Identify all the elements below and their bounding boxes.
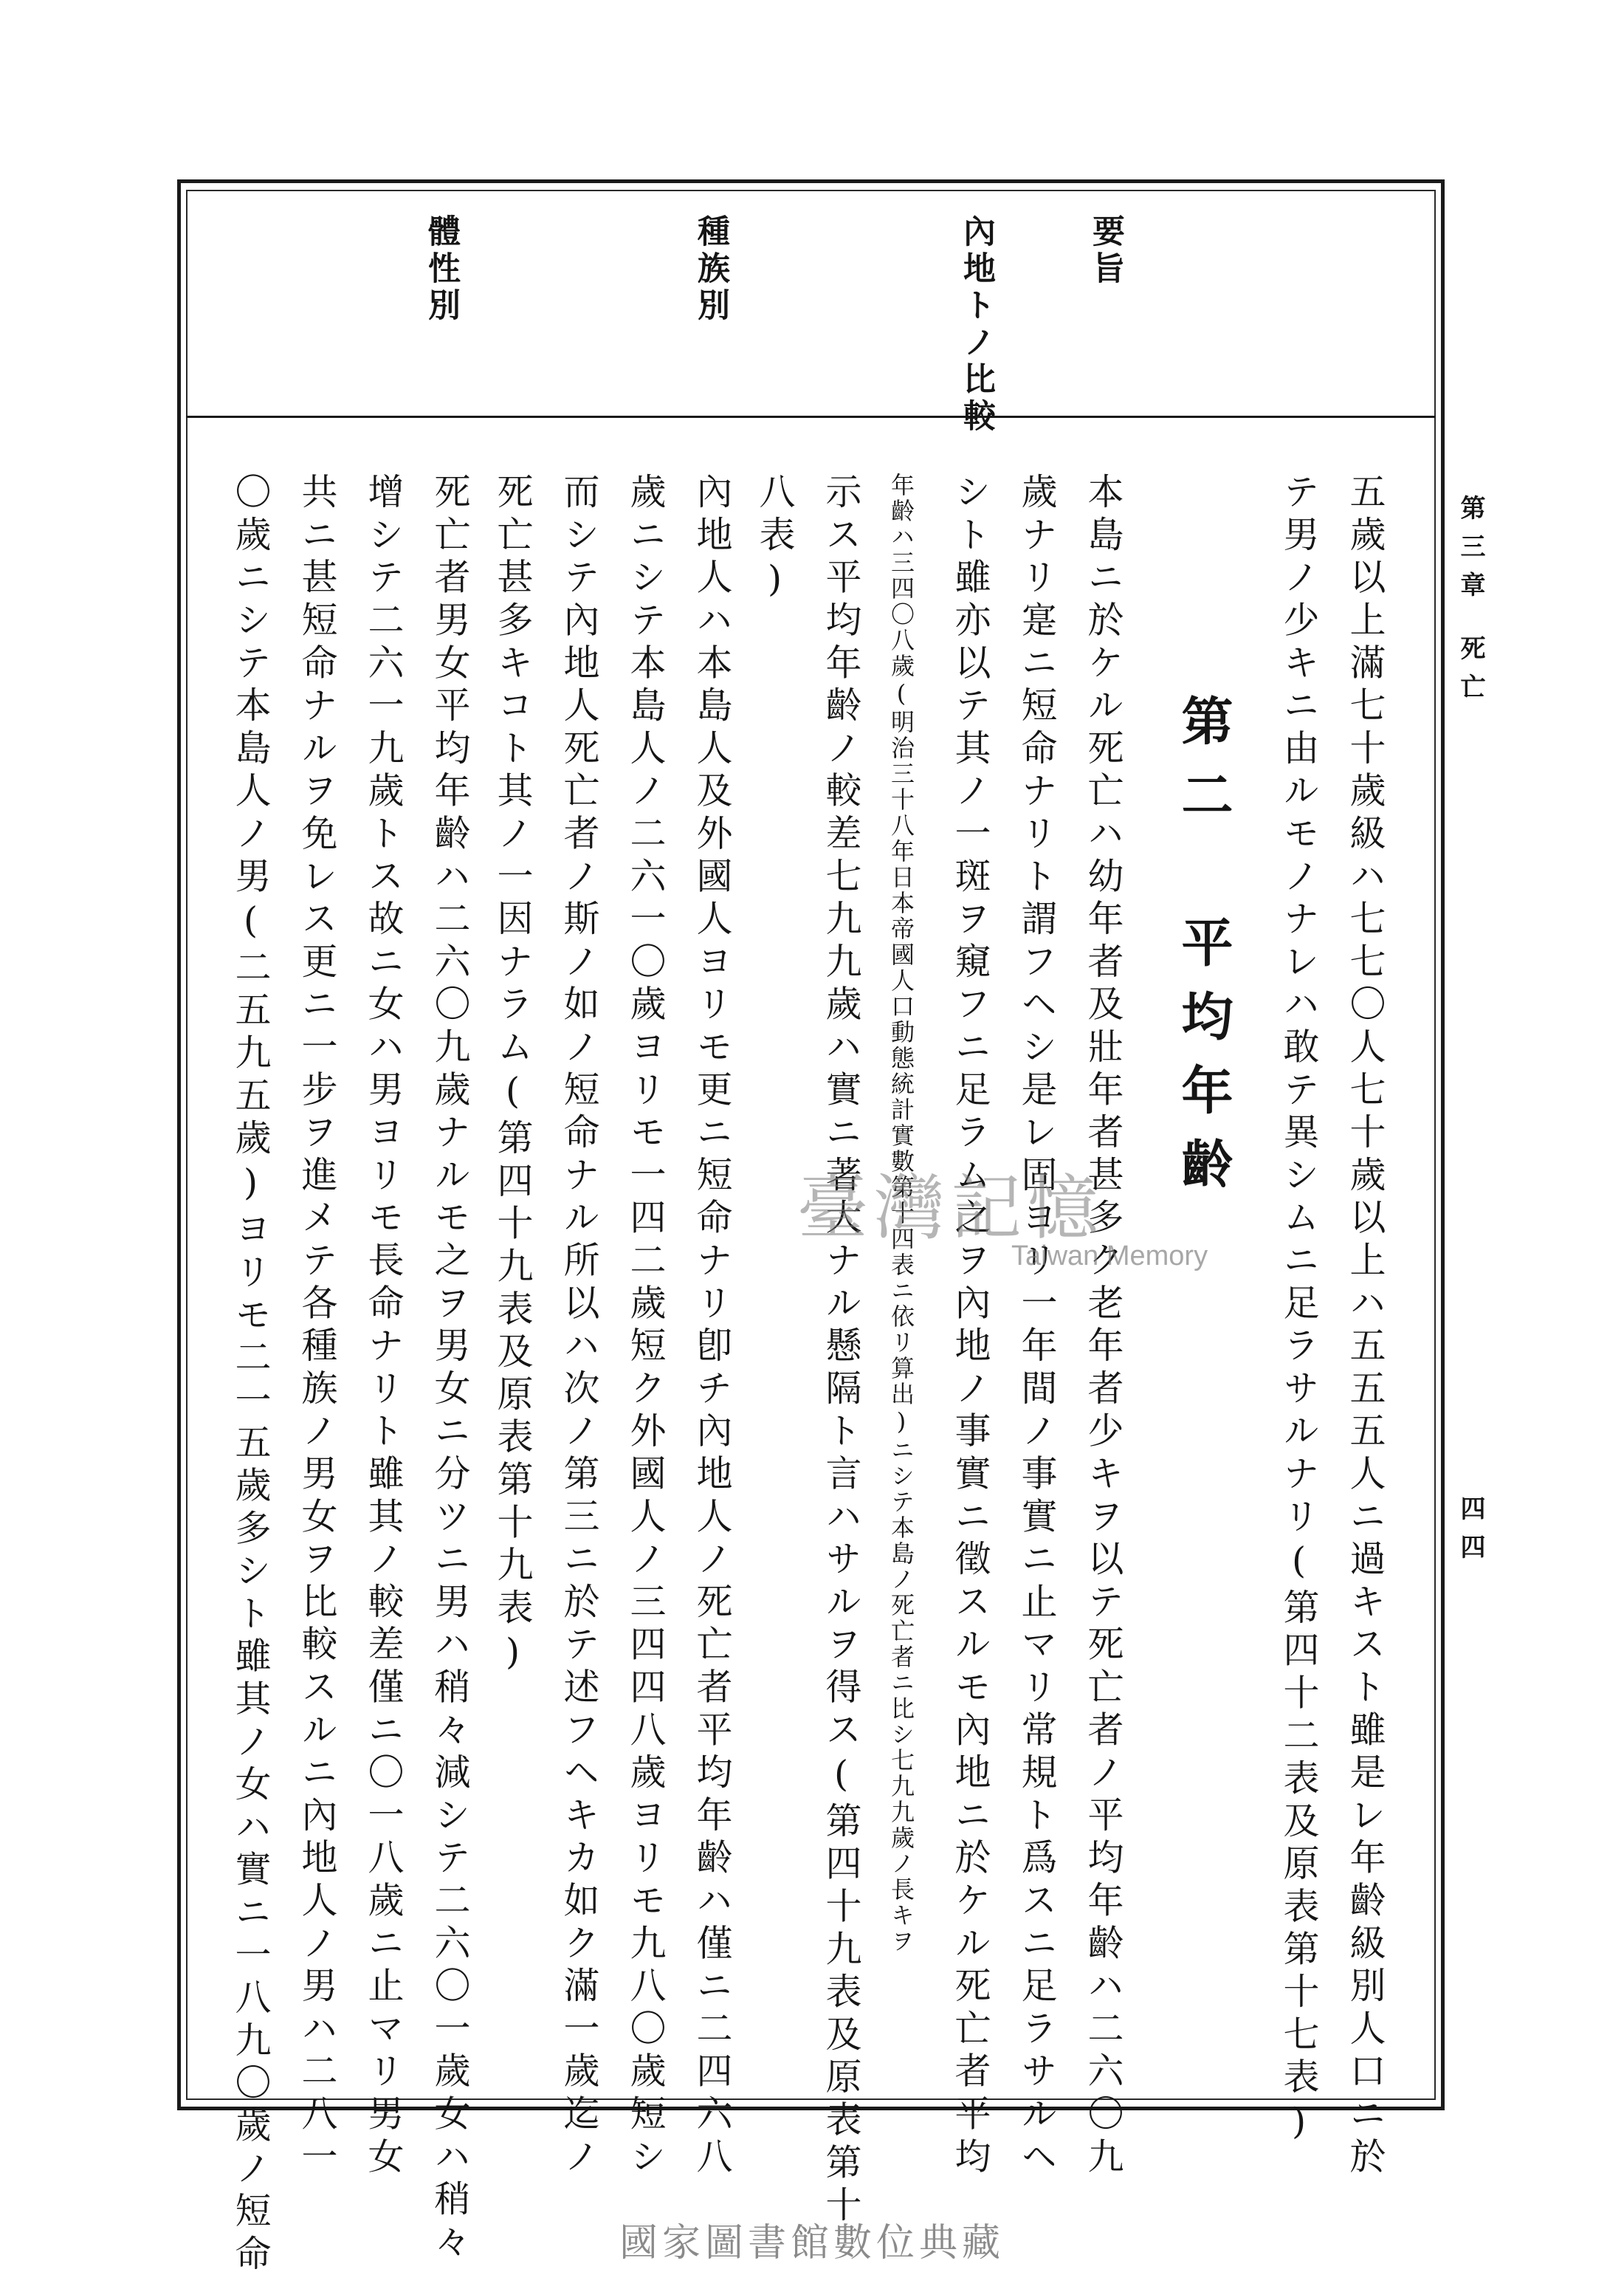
watermark-logo: 臺灣記憶: [797, 1167, 1104, 1249]
margin-divider: [186, 416, 1436, 418]
body-column: 歲ニシテ本島人ノ二六一〇歲ヨリモ一四二歲短ク外國人ノ三四四八歲ヨリモ九八〇歲短シ: [625, 473, 667, 2180]
body-column: 共ニ甚短命ナルヲ免レス更ニ一步ヲ進メテ各種族ノ男女ヲ比較スルニ內地人ノ男ハ二八一: [296, 473, 338, 2180]
body-column: テ男ノ少キニ由ルモノナレハ敢テ異シムニ足ラサルナリ(第四十二表及原表第十七表): [1278, 473, 1320, 2149]
watermark-text: Taiwan Memory: [1011, 1240, 1208, 1272]
body-column: 增シテ二六一九歲トス故ニ女ハ男ヨリモ長命ナリト雖其ノ較差僅ニ〇一八歲ニ止マリ男女: [362, 473, 405, 2180]
body-column: 死亡者男女平均年齡ハ二六〇九歲ナルモ之ヲ男女ニ分ツニ男ハ稍々減シテ二六〇一歲女ハ稍々: [429, 473, 471, 2265]
body-column: シト雖亦以テ其ノ一斑ヲ窺フニ足ラム之ヲ內地ノ事實ニ徵スルモ內地ニ於ケル死亡者平均: [949, 473, 991, 2180]
side-label-by-ethnicity: 種族別: [692, 214, 729, 325]
section-heading: 第二 平均年齡: [1173, 694, 1234, 1211]
body-column: 五歲以上滿七十歲級ハ七七〇人七十歲以上ハ五五五人ニ過キスト雖是レ年齡級別人口ニ於: [1344, 473, 1386, 2180]
body-column: 八表): [754, 473, 796, 607]
body-column: 而シテ內地人死亡者ノ斯ノ如ノ短命ナル所以ハ次ノ第三ニ於テ述フヘキカ如ク滿一歲迄ノ: [558, 473, 600, 2180]
body-column: 死亡甚多キコト其ノ一因ナラム(第四十九表及原表第十九表): [492, 473, 534, 1680]
side-label-mainland-comparison: 內地トノ比較: [957, 214, 995, 436]
page-number: 四四: [1456, 1495, 1485, 1572]
side-label-summary: 要旨: [1087, 214, 1124, 288]
side-label-by-sex: 體性別: [422, 214, 460, 325]
chapter-label: 第三章: [1456, 495, 1485, 610]
body-column: 示ス平均年齡ノ較差七九九歲ハ實ニ著大ナル懸隔ト言ハサルヲ得ス(第四十九表及原表第十: [820, 473, 862, 2228]
body-column: 歲ナリ寔ニ短命ナリト謂フヘシ是レ固ヨリ一年間ノ事實ニ止マリ常規ト爲スニ足ラサルヘ: [1016, 473, 1058, 2180]
footer-credit: 國家圖書館數位典藏: [619, 2221, 1005, 2265]
body-column: 內地人ハ本島人及外國人ヨリモ更ニ短命ナリ卽チ內地人ノ死亡者平均年齡ハ僅ニ二四六八: [691, 473, 733, 2180]
body-column: 年齡ハ三四〇八歲(明治三十八年日本帝國人口動態統計實數第十四表ニ依リ算出)ニシテ本島ノ死亡者ニ比シ七九九歲ノ長キヲ: [887, 473, 915, 1955]
body-column: 本島ニ於ケル死亡ハ幼年者及壯年者甚多ク老年者少キヲ以テ死亡者ノ平均年齡ハ二六〇九: [1082, 473, 1124, 2180]
body-column: 〇歲ニシテ本島人ノ男(二五九五歲)ヨリモ二一五歲多シト雖其ノ女ハ實ニ一八九〇歲ノ短命: [230, 473, 272, 2277]
chapter-title: 死亡: [1456, 635, 1485, 712]
